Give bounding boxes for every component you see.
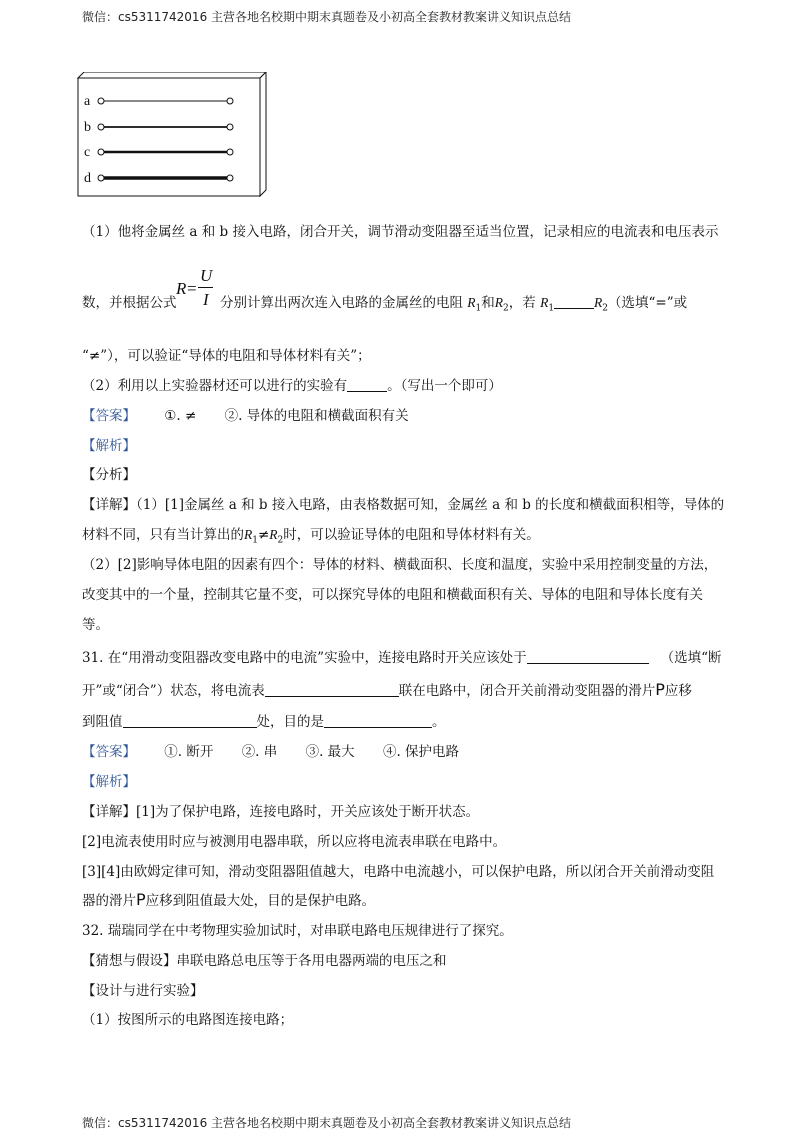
wire-label-d: d — [84, 171, 91, 186]
analysis-tag: 【解析】 — [82, 774, 136, 790]
q30-detail-line3: （2）[2]影响导体电阻的因素有四个：导体的材料、横截面积、长度和温度，实验中采用控制变量的方法， — [82, 557, 718, 573]
detail-text: 应移到阻值最大处，目的是保护电路。 — [145, 893, 376, 909]
formula-i: I — [203, 290, 209, 309]
q31-line3 — [82, 710, 446, 730]
q31-text: 应移 — [664, 683, 692, 699]
subscript: 2 — [503, 303, 509, 314]
q31-detail-line2: [2]电流表使用时应与被测用电器串联，所以应将电流表串联在电路中。 — [82, 834, 507, 850]
fenxi-tag: 【分析】 — [82, 467, 136, 483]
page-footer: 微信：cs5311742016 主营各地名校期中期末真题卷及小初高全套教材教案讲义知识点总结 — [82, 1116, 572, 1130]
q30-detail-line5: 等。 — [82, 617, 109, 633]
subscript: 1 — [548, 303, 555, 314]
q31-text: 到阻值 — [82, 714, 123, 730]
answer-blank-5[interactable] — [123, 713, 257, 728]
q30-part2-line — [82, 374, 502, 394]
subscript: 1 — [475, 303, 482, 314]
r-symbol: R — [467, 295, 476, 310]
r-symbol: R — [594, 295, 603, 310]
q32-design-tag: 【设计与进行实验】 — [82, 983, 204, 999]
analysis-tag: 【解析】 — [82, 438, 136, 454]
wire-label-b: b — [84, 120, 91, 135]
subscript: 2 — [277, 535, 284, 546]
q30-detail-line1 — [82, 493, 724, 513]
q31-text: 联在电路中，闭合开关前滑动变阻器的滑片 — [398, 683, 656, 699]
q31-text: 。 — [432, 714, 446, 730]
q30-part1-line2-right — [220, 291, 687, 314]
page-header: 微信：cs5311742016 主营各地名校期中期末真题卷及小初高全套教材教案讲义知识点总结 — [82, 10, 572, 24]
q30-detail-line4: 改变其中的一个量，控制其它量不变，可以探究导体的电阻和横截面积有关、导体的电阻和导体长度有关 — [82, 587, 703, 603]
slider-p-label: P — [136, 890, 146, 909]
guess-tag: 【猜想与假设】 — [82, 953, 177, 969]
subscript: 2 — [602, 303, 609, 314]
q30-text: 分别计算出两次连入电路的金属丝的电阻 — [220, 295, 463, 311]
wire-board-figure — [76, 72, 276, 200]
q30-detail-line2 — [82, 523, 540, 546]
detail-text: （1）[1]金属丝 a 和 b 接入电路，由表格数据可知，金属丝 a 和 b 的长度和横截面积相等，导体的 — [136, 497, 725, 513]
q32-step1: （1）按图所示的电路图连接电路； — [82, 1012, 294, 1028]
detail-text: 器的滑片 — [82, 893, 136, 909]
answer-2: ②. 串 — [241, 744, 278, 760]
answer-3: ③. 最大 — [305, 744, 355, 760]
r-symbol: R — [269, 527, 278, 542]
wire-label-c: c — [84, 145, 91, 160]
formula-u: U — [200, 266, 213, 285]
detail-text: 时，可以验证导体的电阻和导体材料有关。 — [283, 527, 540, 543]
r-symbol: R — [494, 295, 504, 310]
q32-guess-line — [82, 949, 447, 969]
answer-blank-3[interactable] — [527, 649, 649, 664]
answer-tag: 【答案】 — [82, 408, 136, 424]
q30-text: 。（写出一个即可） — [387, 378, 502, 394]
answer-2: ②. 导体的电阻和横截面积有关 — [224, 408, 409, 424]
q30-part1-line2-left: 数，并根据公式 — [82, 295, 177, 311]
answer-tag: 【答案】 — [82, 744, 136, 760]
q30-text: ，若 — [508, 295, 536, 311]
guess-text: 串联电路总电压等于各用电器两端的电压之和 — [176, 953, 447, 969]
formula-r: R — [176, 279, 187, 298]
answer-blank-2[interactable] — [347, 377, 387, 392]
wire-label-a: a — [84, 94, 91, 109]
answer-1: ①. 断开 — [164, 744, 214, 760]
q30-text: （选填“=”或 — [608, 295, 688, 311]
r-symbol: R — [244, 527, 253, 542]
detail-tag: 【详解】 — [82, 497, 136, 513]
q30-text: （2）利用以上实验器材还可以进行的实验有 — [82, 378, 348, 394]
q31-text: 处，目的是 — [256, 714, 324, 730]
q31-detail-line3: [3][4]由欧姆定律可知，滑动变阻器阻值越大，电路中电流越小，可以保护电路，所以闭合开关前滑动变阻 — [82, 864, 715, 880]
q32-title: 32. 瑞瑞同学在中考物理实验加试时，对串联电路电压规律进行了探究。 — [82, 923, 513, 939]
answer-blank-4[interactable] — [265, 682, 399, 697]
r-symbol: R — [540, 295, 549, 310]
ohm-formula — [176, 266, 216, 312]
neq-symbol: ≠ — [257, 527, 270, 543]
answer-4: ④. 保护电路 — [382, 744, 460, 760]
q31-answer-line — [82, 740, 459, 760]
q30-answer-line — [82, 404, 409, 424]
q31-line2 — [82, 679, 692, 699]
answer-blank-1[interactable] — [554, 294, 594, 309]
detail-tag: 【详解】 — [82, 804, 136, 820]
answer-blank-6[interactable] — [324, 713, 432, 728]
q31-line1 — [82, 646, 721, 666]
q31-text: （选填“断 — [660, 650, 722, 666]
q31-detail-line4 — [82, 889, 375, 909]
detail-text: 材料不同，只有当计算出的 — [82, 527, 244, 543]
slider-p-label: P — [655, 680, 665, 699]
q30-part1-line1: （1）他将金属丝 a 和 b 接入电路，闭合开关，调节滑动变阻器至适当位置，记录相应的电流表和电压表示 — [82, 224, 719, 240]
q31-text: 31. 在“用滑动变阻器改变电路中的电流”实验中，连接电路时开关应该处于 — [82, 650, 527, 666]
formula-equals: = — [187, 279, 197, 298]
q31-detail-line1 — [82, 800, 479, 820]
answer-1: ①. ≠ — [164, 408, 197, 424]
detail-text: [1]为了保护电路，连接电路时，开关应该处于断开状态。 — [136, 804, 480, 820]
q30-part1-line3: “≠”），可以验证“导体的电阻和导体材料有关”； — [82, 348, 371, 364]
q30-text: 和 — [481, 295, 495, 311]
q31-text: 开”或“闭合”）状态，将电流表 — [82, 683, 265, 699]
subscript: 1 — [252, 535, 258, 546]
